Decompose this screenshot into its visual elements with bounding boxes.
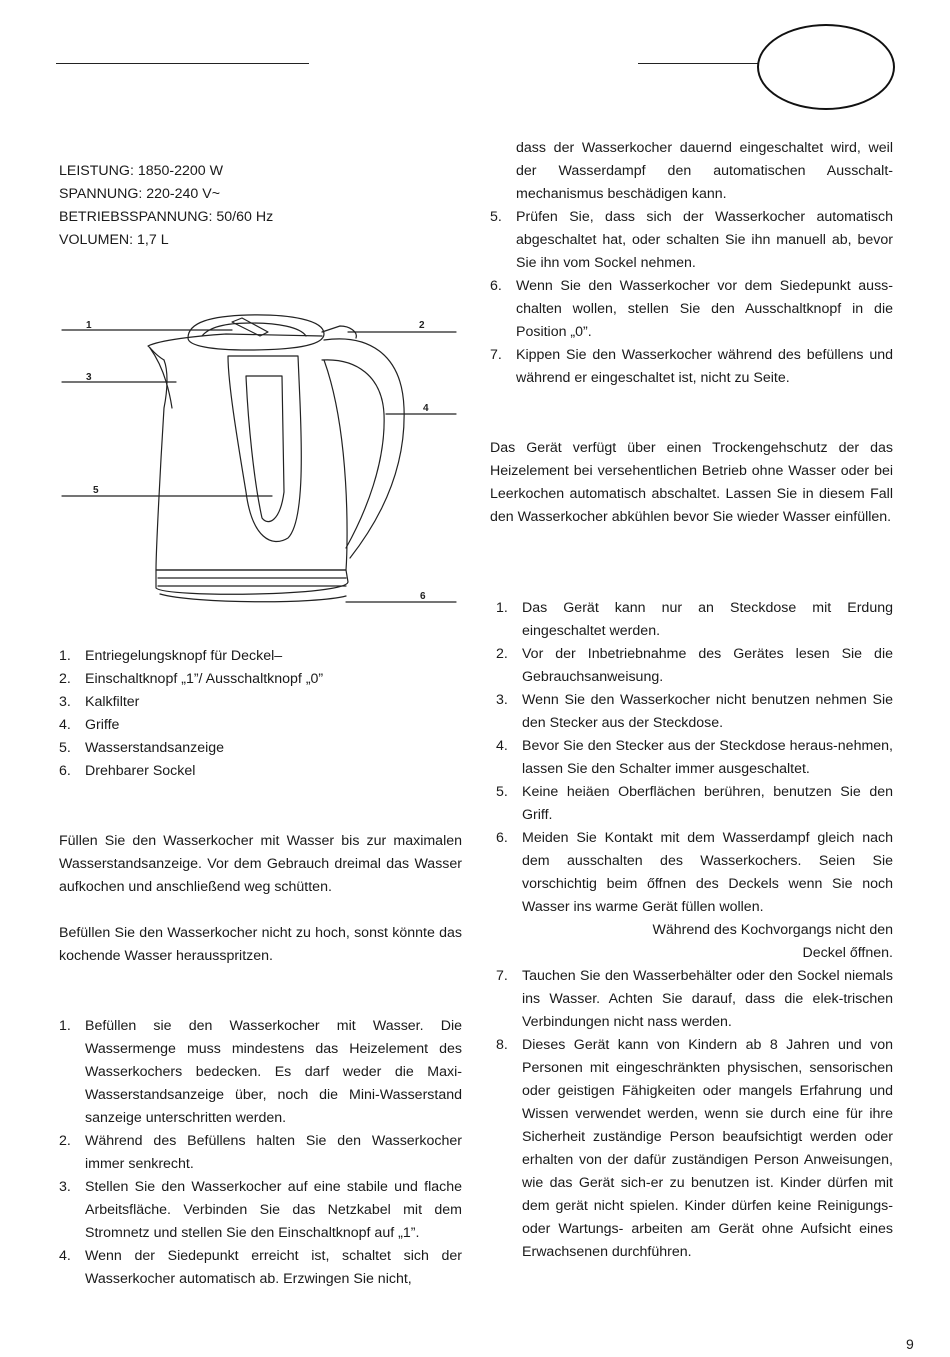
list-item: 2. Einschaltknopf „1”/ Ausschaltknopf „0” <box>59 671 324 687</box>
header-rule-left <box>56 63 309 64</box>
header-oval <box>757 24 895 110</box>
callout-5: 5 <box>93 485 99 496</box>
callout-1: 1 <box>86 320 92 331</box>
kettle-lid <box>188 315 324 350</box>
list-item: 6. Meiden Sie Kontakt mit dem Wasserdampf gleich nach dem ausschalten des Wasserkochers. Seien Sie vorschichtig beim őffnen des Deckels wenn Sie noch Wasser ins warme Gerät füllen wollen. Während des Kochvorgangs nicht den Deckel őffnen. <box>496 827 893 965</box>
list-item: 7. Kippen Sie den Wasserkocher während des befüllens und während er eingeschaltet ist, nicht zu Seite. <box>490 347 893 386</box>
list-item: 3. Kalkfilter <box>59 694 140 710</box>
safety-list <box>496 597 893 1264</box>
callout-6: 6 <box>420 591 426 602</box>
list-item: 4. Bevor Sie den Stecker aus der Steckdose heraus-nehmen, lassen Sie den Schalter immer ausgeschaltet. <box>496 738 893 777</box>
safety-item-6-extra: Während des Kochvorgangs nicht den Deckel őffnen. <box>652 922 893 961</box>
first-use-paragraph: Füllen Sie den Wasserkocher mit Wasser bis zur maximalen Wasserstandsanzeige. Vor dem Gebrauch dreimal das Wasser aufkochen und anschließend weg schütten. <box>59 833 462 895</box>
list-item: 6. Drehbarer Sockel <box>59 763 196 779</box>
spec-volume: VOLUMEN: 1,7 L <box>59 232 169 248</box>
list-item: 2. Während des Befüllens halten Sie den Wasserkocher immer senkrecht. <box>59 1133 462 1172</box>
callout-4: 4 <box>423 403 429 414</box>
usage-list-continued-container <box>490 206 893 390</box>
list-item: 3. Wenn Sie den Wasserkocher nicht benutzen nehmen Sie den Stecker aus der Steckdose. <box>496 692 893 731</box>
list-item: 8. Dieses Gerät kann von Kindern ab 8 Jahren und von Personen mit eingeschränkten physischen, sensorischen oder geistigen Fähigkeiten oder mangels Erfahrung und Wissen verwendet werden, wenn sie durch eine für ihre Sicherheit zuständige Person beaufsichtigt werden oder erhalten von der dafür zuständigen Person Anweisungen, wie das Gerät sich-er zu benutzen ist. Kinder dürfen mit dem gerät nicht spielen. Kinder dürfen keine Reinigungs- oder Wartungs- arbeiten am Gerät ohne Aufsicht eines Erwachsenen durchführen. <box>496 1037 893 1260</box>
kettle-base <box>156 570 348 594</box>
callout-2: 2 <box>419 320 425 331</box>
list-item: 1. Befüllen sie den Wasserkocher mit Wasser. Die Wassermenge muss mindestens das Heizelement des Wasserkochers bedecken. Es darf weder die Maxi-Wasserstandsanzeige über, noch die Mini-Wasserstand sanzeige unterschritten werden. <box>59 1018 462 1126</box>
kettle-diagram <box>56 312 460 612</box>
usage-list-continued <box>490 206 893 390</box>
parts-list-container <box>59 645 459 783</box>
list-item: 2. Vor der Inbetriebnahme des Gerätes lesen Sie die Gebrauchsanweisung. <box>496 646 893 685</box>
usage-item-continuation: dass der Wasserkocher dauernd eingeschaltet wird, weil der Wasserdampf den automatischen Ausschalt-mechanismus beschädigen kann. <box>516 140 893 202</box>
header-rule-right <box>638 63 758 64</box>
spec-power: LEISTUNG: 1850-2200 W <box>59 163 224 179</box>
list-item: 6. Wenn Sie den Wasserkocher vor dem Siedepunkt auss-chalten wollen, stellen Sie den Ausschaltknopf in die Position „0”. <box>490 278 893 340</box>
water-level-window <box>228 356 301 542</box>
safety-list-container <box>496 597 893 1264</box>
overfill-warning-paragraph: Befüllen Sie den Wasserkocher nicht zu hoch, sonst könnte das kochende Wasser herausspritzen. <box>59 925 462 964</box>
page-number: 9 <box>906 1336 914 1352</box>
specifications <box>59 160 359 252</box>
list-item: 4. Wenn der Siedepunkt erreicht ist, schaltet sich der Wasserkocher automatisch ab. Erzwingen Sie nicht, <box>59 1248 462 1287</box>
list-item: 4. Griffe <box>59 717 120 733</box>
list-item: 5. Wasserstandsanzeige <box>59 740 225 756</box>
list-item: 5. Keine heiäen Oberflächen berühren, benutzen Sie den Griff. <box>496 784 893 823</box>
list-item: 1. Das Gerät kann nur an Steckdose mit Erdung eingeschaltet werden. <box>496 600 893 639</box>
lid-release-button <box>232 318 268 336</box>
parts-list <box>59 645 459 783</box>
callout-3: 3 <box>86 372 92 383</box>
list-item: 7. Tauchen Sie den Wasserbehälter oder den Sockel niemals ins Wasser. Achten Sie darauf, dass die elek-trischen Verbindungen nicht nass werden. <box>496 968 893 1030</box>
spec-frequency: BETRIEBSSPANNUNG: 50/60 Hz <box>59 209 274 225</box>
usage-list-container <box>59 1015 462 1291</box>
list-item: 5. Prüfen Sie, dass sich der Wasserkocher automatisch abgeschaltet hat, oder schalten Sie ihn manuell ab, bevor Sie ihn vom Sockel nehmen. <box>490 209 893 271</box>
dry-boil-paragraph: Das Gerät verfügt über einen Trockengehschutz der das Heizelement bei versehentlichen Betrieb ohne Wasser oder bei Leerkochen automatisch abschaltet. Lassen Sie in diesem Fall den Wasserkocher abkühlen bevor Sie wieder Wasser einfüllen. <box>490 440 893 525</box>
kettle-drawing <box>56 312 460 612</box>
list-item: 1. Entriegelungsknopf für Deckel– <box>59 648 283 664</box>
spec-voltage: SPANNUNG: 220-240 V~ <box>59 186 220 202</box>
kettle-body-outline <box>156 360 347 570</box>
usage-list <box>59 1015 462 1291</box>
list-item: 3. Stellen Sie den Wasserkocher auf eine stabile und flache Arbeitsfläche. Verbinden Sie das Netzkabel mit dem Stromnetz und stellen Sie den Einschaltknopf auf „1”. <box>59 1179 462 1241</box>
